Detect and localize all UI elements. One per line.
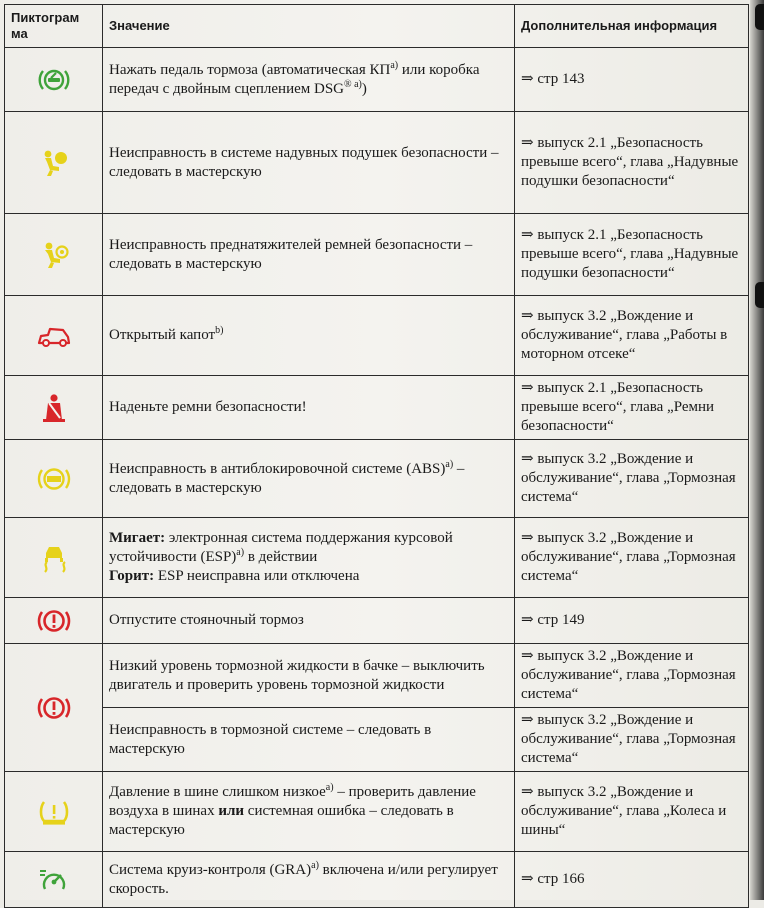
meaning-text: Неисправность в тормозной системе – следовать в мастерскую (109, 721, 432, 757)
info-cell: ⇒ стр 166 (515, 852, 749, 908)
info-cell: ⇒ выпуск 3.2 „Вождение и обслуживание“, глава „Работы в моторном отсеке“ (515, 296, 749, 376)
brake-pedal-icon (37, 65, 71, 95)
meaning-text: ) (361, 80, 367, 97)
table-row (5, 772, 749, 852)
meaning-cell (103, 598, 515, 644)
info-cell: ⇒ выпуск 2.1 „Безопасность превыше всего“, глава „Ремни безопасности“ (515, 376, 749, 440)
footnote-mark: ® а) (344, 78, 362, 90)
header-info: Дополнительная информация (515, 5, 749, 48)
cruise-control-icon (37, 865, 71, 895)
footnote-mark: а) (445, 458, 454, 470)
footnote-mark: а) (325, 782, 334, 793)
belt-tensioner-icon (37, 240, 71, 270)
table-row (5, 112, 749, 214)
info-cell: ⇒ выпуск 2.1 „Безопасность превыше всего“, глава „Надувные подушки безопасности“ (515, 214, 749, 296)
info-cell: ⇒ выпуск 2.1 „Безопасность превыше всего“, глава „Надувные подушки безопасности“ (515, 112, 749, 214)
meaning-text: в действии (244, 549, 318, 565)
meaning-cell (103, 440, 515, 518)
table-row (5, 48, 749, 112)
meaning-cell (103, 296, 515, 376)
meaning-text: включена и/или регулирует скорость. (109, 861, 498, 897)
meaning-text: Нажать педаль тормоза (автоматическая КП (109, 61, 391, 78)
meaning-cell (103, 48, 515, 112)
info-cell: ⇒ выпуск 3.2 „Вождение и обслуживание“, глава „Колеса и шины“ (515, 772, 749, 852)
info-cell: ⇒ стр 149 (515, 598, 749, 644)
meaning-cell (103, 112, 515, 214)
tire-pressure-icon (37, 797, 71, 827)
info-cell: ⇒ выпуск 3.2 „Вождение и обслуживание“, глава „Тормозная система“ (515, 644, 749, 708)
meaning-text: или (218, 803, 245, 819)
table-header-row (5, 5, 749, 48)
footnote-mark: а) (311, 859, 319, 871)
icon-cell (5, 598, 103, 644)
icon-cell (5, 214, 103, 296)
meaning-text: электронная система поддержания курсовой устойчивости (ESP) (109, 530, 453, 565)
abs-icon (37, 464, 71, 494)
meaning-text: Неисправность в антиблокировочной системе (ABS) (109, 460, 446, 477)
meaning-text: Мигает: (109, 530, 166, 546)
table-row (5, 598, 749, 644)
meaning-text: – следовать в мастерскую (109, 460, 465, 496)
warning-lights-table (4, 4, 749, 908)
table-row (5, 440, 749, 518)
table-row (5, 852, 749, 908)
info-cell: ⇒ выпуск 3.2 „Вождение и обслуживание“, глава „Тормозная система“ (515, 708, 749, 772)
seatbelt-icon (37, 393, 71, 423)
table-row (5, 644, 749, 708)
icon-cell (5, 440, 103, 518)
icon-cell (5, 296, 103, 376)
meaning-cell (103, 518, 515, 598)
meaning-cell (103, 708, 515, 772)
meaning-cell (103, 376, 515, 440)
table-row (5, 214, 749, 296)
binding-mark (755, 282, 764, 308)
airbag-icon (37, 148, 71, 178)
icon-cell (5, 112, 103, 214)
meaning-cell (103, 214, 515, 296)
meaning-text: Неисправность в системе надувных подушек безопасности – следовать в мастерскую (109, 144, 499, 180)
meaning-text: Система круиз-контроля (GRA) (109, 861, 312, 878)
meaning-text: ESP неисправна или отключена (154, 568, 360, 584)
meaning-text: системная ошибка – следовать в мастерскую (109, 803, 454, 838)
header-icon: Пиктограм ма (5, 5, 103, 48)
meaning-text: Низкий уровень тормозной жидкости в бачке – выключить двигатель и проверить уровень тормозной жидкости (109, 657, 485, 693)
meaning-cell (103, 772, 515, 852)
meaning-text: Открытый капот (109, 327, 216, 343)
meaning-text: Неисправность преднатяжителей ремней безопасности – следовать в мастерскую (109, 236, 473, 272)
meaning-text: или коробка передач с двойным сцеплением DSG (109, 61, 480, 97)
footnote-mark: b) (215, 325, 224, 336)
meaning-cell (103, 852, 515, 908)
esp-icon (37, 543, 71, 573)
icon-cell (5, 518, 103, 598)
footnote-mark: а) (390, 59, 399, 71)
meaning-text: Давление в шине слишком низкое (109, 784, 326, 800)
meaning-text: Наденьте ремни безопасности! (109, 399, 307, 415)
info-cell: ⇒ выпуск 3.2 „Вождение и обслуживание“, глава „Тормозная система“ (515, 518, 749, 598)
page-edge-shadow (750, 0, 764, 900)
icon-cell (5, 48, 103, 112)
meaning-text: Горит: (109, 568, 155, 584)
icon-cell (5, 376, 103, 440)
icon-cell (5, 644, 103, 772)
header-meaning: Значение (103, 5, 515, 48)
brake-system-icon (37, 693, 71, 723)
table-row (5, 376, 749, 440)
meaning-text: Отпустите стояночный тормоз (109, 612, 304, 628)
info-cell: ⇒ стр 143 (515, 48, 749, 112)
icon-cell (5, 772, 103, 852)
footnote-mark: а) (236, 547, 245, 558)
icon-cell (5, 852, 103, 908)
meaning-text: – проверить давление воздуха в шинах (109, 784, 476, 819)
table-row (5, 708, 749, 772)
table-row (5, 518, 749, 598)
info-cell: ⇒ выпуск 3.2 „Вождение и обслуживание“, глава „Тормозная система“ (515, 440, 749, 518)
table-row (5, 296, 749, 376)
meaning-cell (103, 644, 515, 708)
parking-brake-icon (37, 606, 71, 636)
binding-mark (755, 4, 764, 30)
hood-open-icon (37, 321, 71, 351)
